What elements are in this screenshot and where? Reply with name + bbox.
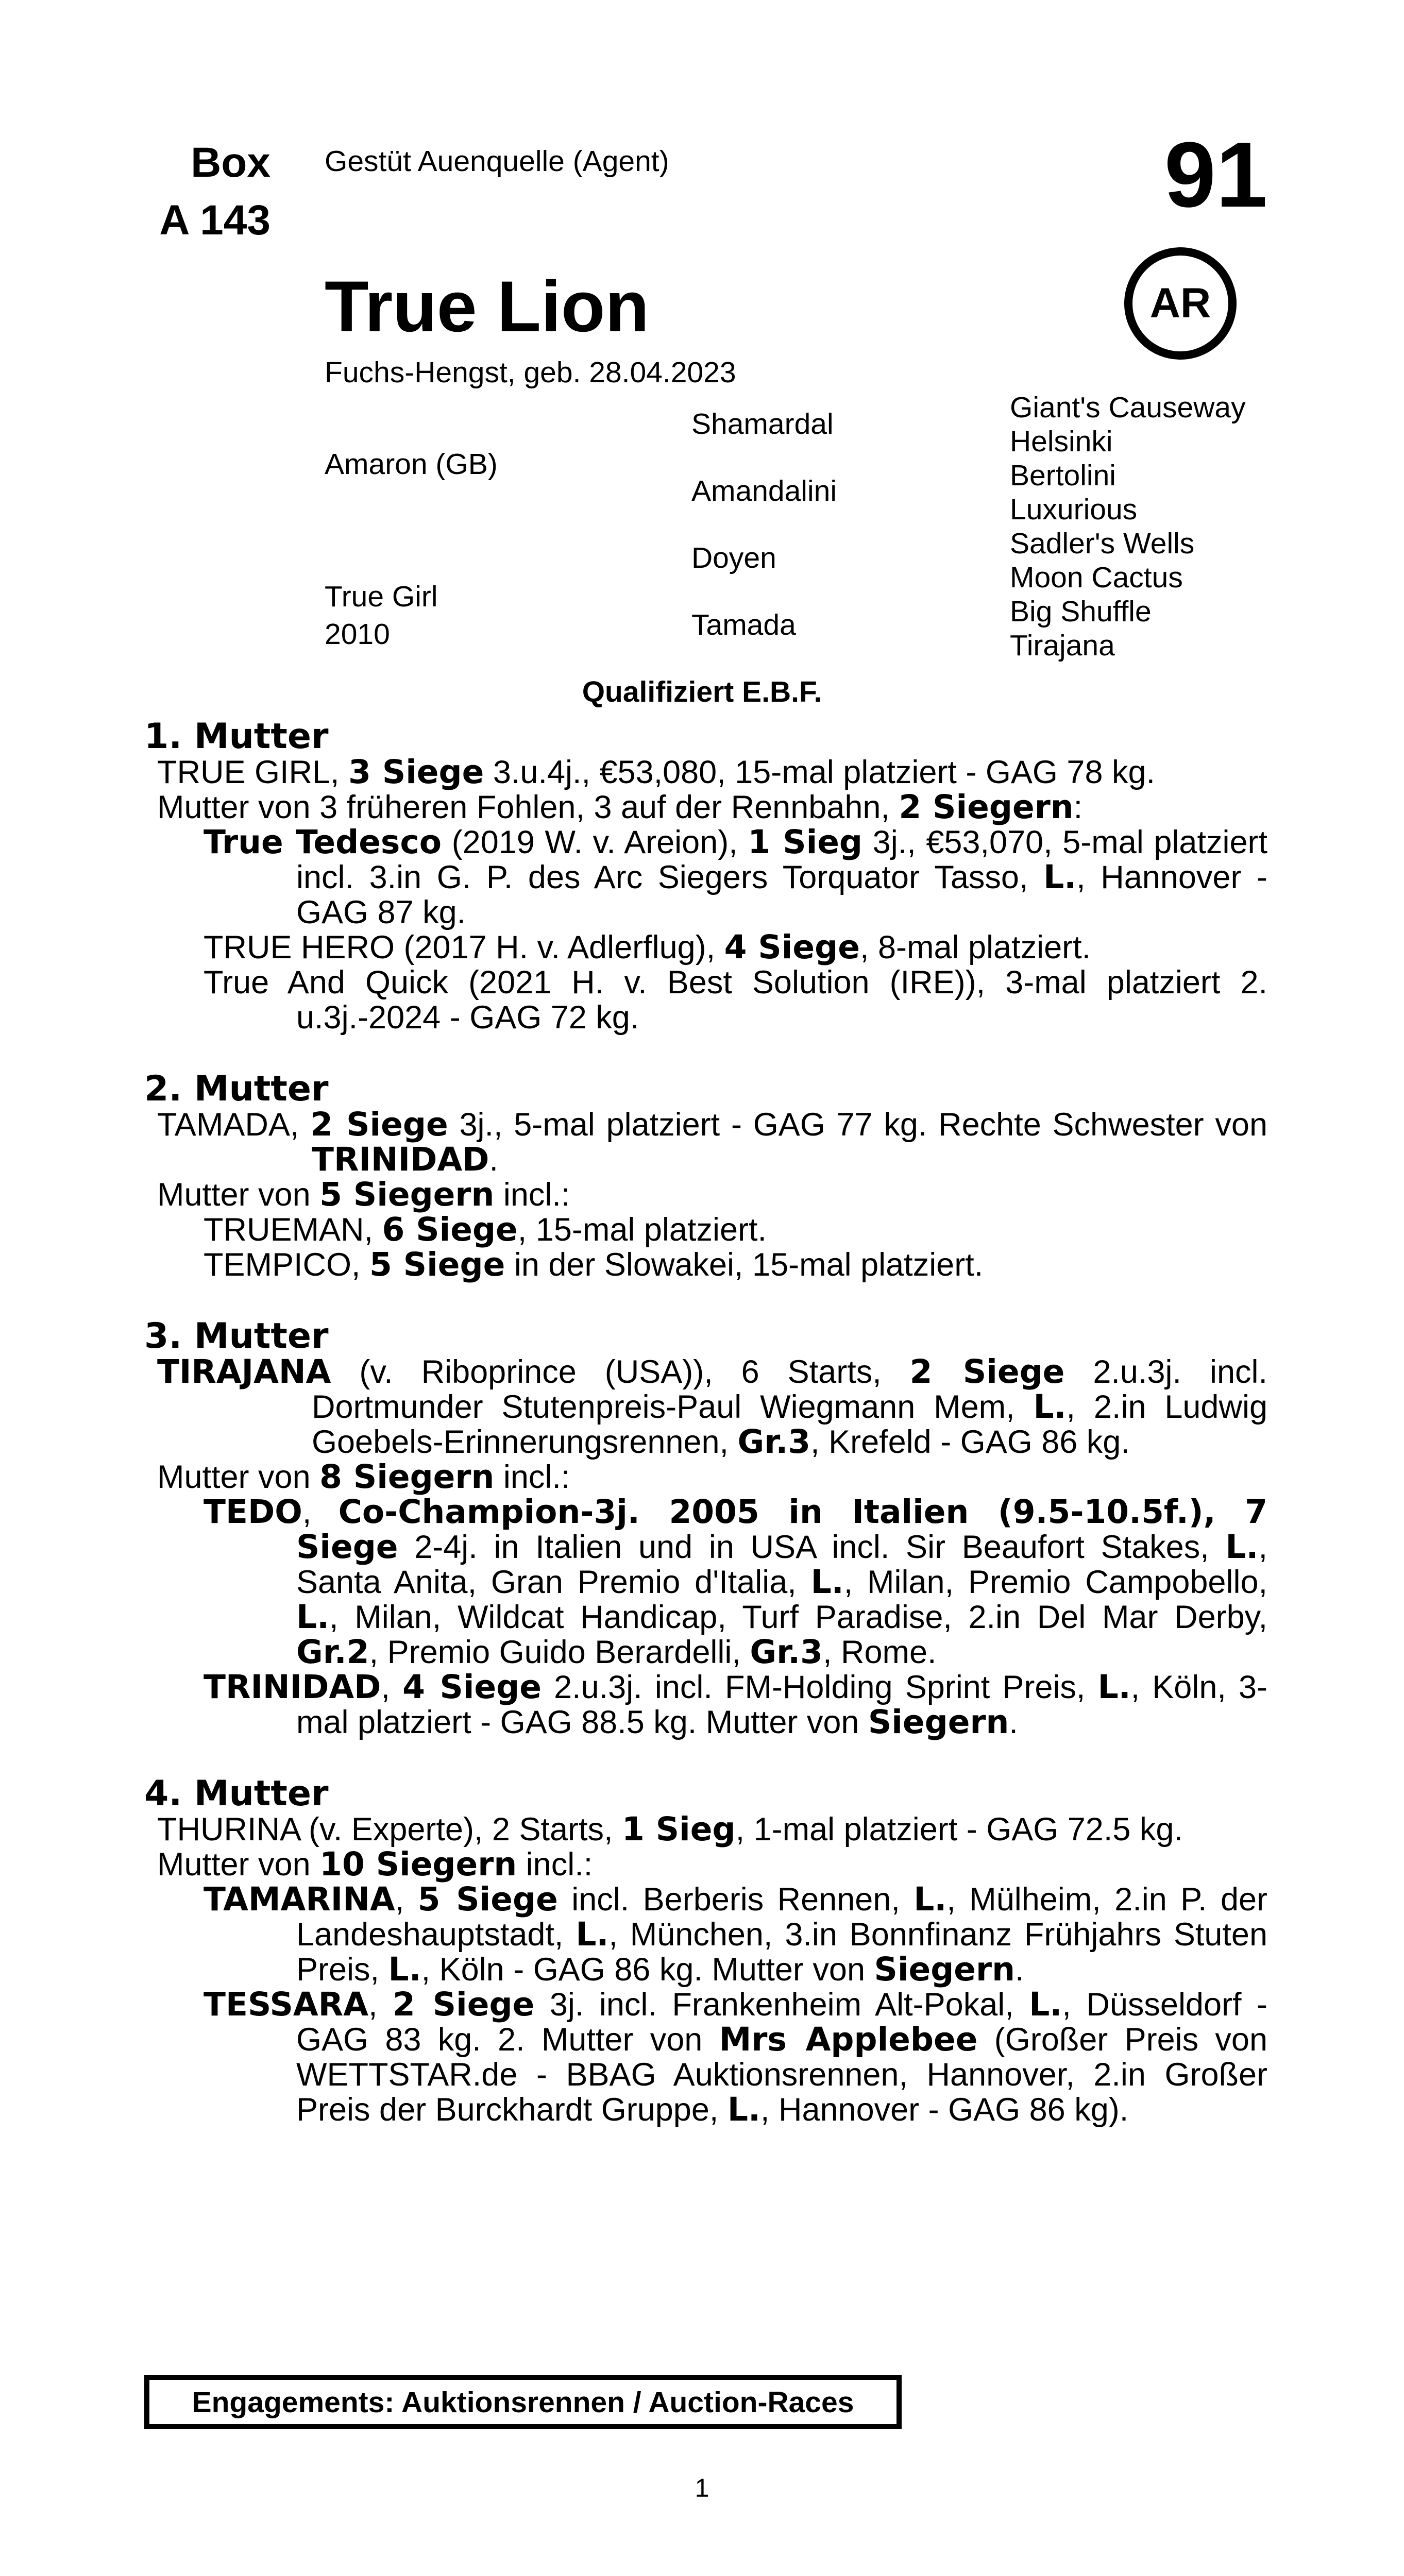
produce-entry: TAMARINA, 5 Siege incl. Berberis Rennen, L., Mülheim, 2.in P. der Landeshauptstadt, L., München, 3.in Bonnfinanz Frühjahrs Stuten Preis, L., Köln - GAG 86 kg. Mutter von Siegern. [204, 1880, 1267, 1988]
box-label-line1: Box [191, 139, 270, 186]
produce-entry: TEMPICO, 5 Siege in der Slowakei, 15-mal platziert. [204, 1246, 984, 1283]
horse-description: Fuchs-Hengst, geb. 28.04.2023 [325, 356, 736, 389]
box-label-line2: A 143 [159, 197, 270, 244]
pedigree-gen2-item: Tamada [691, 608, 796, 641]
qualification: Qualifiziert E.B.F. [582, 675, 822, 708]
pedigree-gen2-item: Doyen [691, 541, 776, 574]
pedigree-gen3-list [1010, 391, 1246, 663]
section-title-1-mutter: 1. Mutter [144, 716, 329, 757]
produce-entry: TRUEMAN, 6 Siege, 15-mal platziert. [204, 1211, 767, 1248]
produce-entry: TRUE HERO (2017 H. v. Adlerflug), 4 Siege, 8-mal platziert. [204, 928, 1091, 966]
produce-summary: Mutter von 3 früheren Fohlen, 3 auf der Rennbahn, 2 Siegern: [157, 788, 1083, 826]
pedigree-gen2-item: Shamardal [691, 408, 834, 440]
section-title-4-mutter: 4. Mutter [144, 1773, 329, 1814]
pedigree-dam: True Girl [325, 580, 438, 613]
pedigree-gen3-item: Tirajana [1010, 629, 1115, 662]
page-number: 1 [695, 2473, 709, 2502]
pedigree-gen3-item: Sadler's Wells [1010, 527, 1195, 560]
ar-badge [1124, 247, 1237, 360]
pedigree-gen3-item: Luxurious [1010, 493, 1138, 526]
pedigree-gen3-item: Helsinki [1010, 425, 1113, 458]
dam-entry: TRUE GIRL, 3 Siege 3.u.4j., €53,080, 15-mal platziert - GAG 78 kg. [157, 753, 1156, 791]
produce-entry: TESSARA, 2 Siege 3j. incl. Frankenheim Alt-Pokal, L., Düsseldorf - GAG 83 kg. 2. Mutter von Mrs Applebee (Großer Preis von WETTSTAR.de - BBAG Auktionsrennen, Hannover, 2.in Großer Preis der Burckhardt Gruppe, L., Hannover - GAG 86 kg). [204, 1986, 1267, 2128]
produce-summary: Mutter von 10 Siegern incl.: [157, 1845, 593, 1883]
pedigree-sire: Amaron (GB) [325, 448, 498, 481]
dam-entry: TIRAJANA (v. Riboprince (USA)), 6 Starts, 2 Siege 2.u.3j. incl. Dortmunder Stutenpreis-Paul Wiegmann Mem, L., 2.in Ludwig Goebels-Erinnerungsrennen, Gr.3, Krefeld - GAG 86 kg. [157, 1353, 1267, 1461]
produce-entry: True And Quick (2021 H. v. Best Solution (IRE)), 3-mal platziert 2. u.3j.-2024 - GAG 72 kg. [204, 964, 1267, 1036]
pedigree-gen3-item: Big Shuffle [1010, 595, 1152, 628]
pedigree-gen2-item: Amandalini [691, 474, 837, 507]
family-content [144, 716, 1268, 2128]
pedigree-gen3-item: Bertolini [1010, 459, 1116, 492]
engagements-text: Engagements: Auktionsrennen / Auction-Races [192, 2385, 854, 2419]
dam-entry: TAMADA, 2 Siege 3j., 5-mal platziert - GAG 77 kg. Rechte Schwester von TRINIDAD. [157, 1106, 1267, 1178]
dam-entry: THURINA (v. Experte), 2 Starts, 1 Sieg, 1-mal platziert - GAG 72.5 kg. [157, 1810, 1183, 1848]
pedigree-dam-year: 2010 [325, 618, 390, 651]
pedigree-gen3-item: Moon Cactus [1010, 561, 1183, 594]
produce-entry: TRINIDAD, 4 Siege 2.u.3j. incl. FM-Holding Sprint Preis, L., Köln, 3-mal platziert - GAG 88.5 kg. Mutter von Siegern. [204, 1668, 1267, 1741]
produce-summary: Mutter von 5 Siegern incl.: [157, 1176, 570, 1213]
horse-name: True Lion [325, 266, 649, 347]
section-title-3-mutter: 3. Mutter [144, 1316, 329, 1357]
box-label [134, 134, 270, 249]
ar-badge-text: AR [1149, 280, 1211, 327]
pedigree-gen3-item: Giant's Causeway [1010, 391, 1246, 424]
consignor: Gestüt Auenquelle (Agent) [325, 145, 669, 178]
produce-entry: TEDO, Co-Champion-3j. 2005 in Italien (9.5-10.5f.), 7 Siege 2-4j. in Italien und in USA incl. Sir Beaufort Stakes, L., Santa Anita, Gran Premio d'Italia, L., Milan, Premio Campobello, L., Milan, Wildcat Handicap, Turf Paradise, 2.in Del Mar Derby, Gr.2, Premio Guido Berardelli, Gr.3, Rome. [204, 1493, 1267, 1671]
produce-summary: Mutter von 8 Siegern incl.: [157, 1458, 570, 1496]
engagements-box [144, 2375, 902, 2429]
section-title-2-mutter: 2. Mutter [144, 1069, 329, 1109]
produce-entry: True Tedesco (2019 W. v. Areion), 1 Sieg 3j., €53,070, 5-mal platziert incl. 3.in G. P. des Arc Siegers Torquator Tasso, L., Hannover - GAG 87 kg. [204, 823, 1268, 930]
lot-number: 91 [1164, 123, 1267, 227]
